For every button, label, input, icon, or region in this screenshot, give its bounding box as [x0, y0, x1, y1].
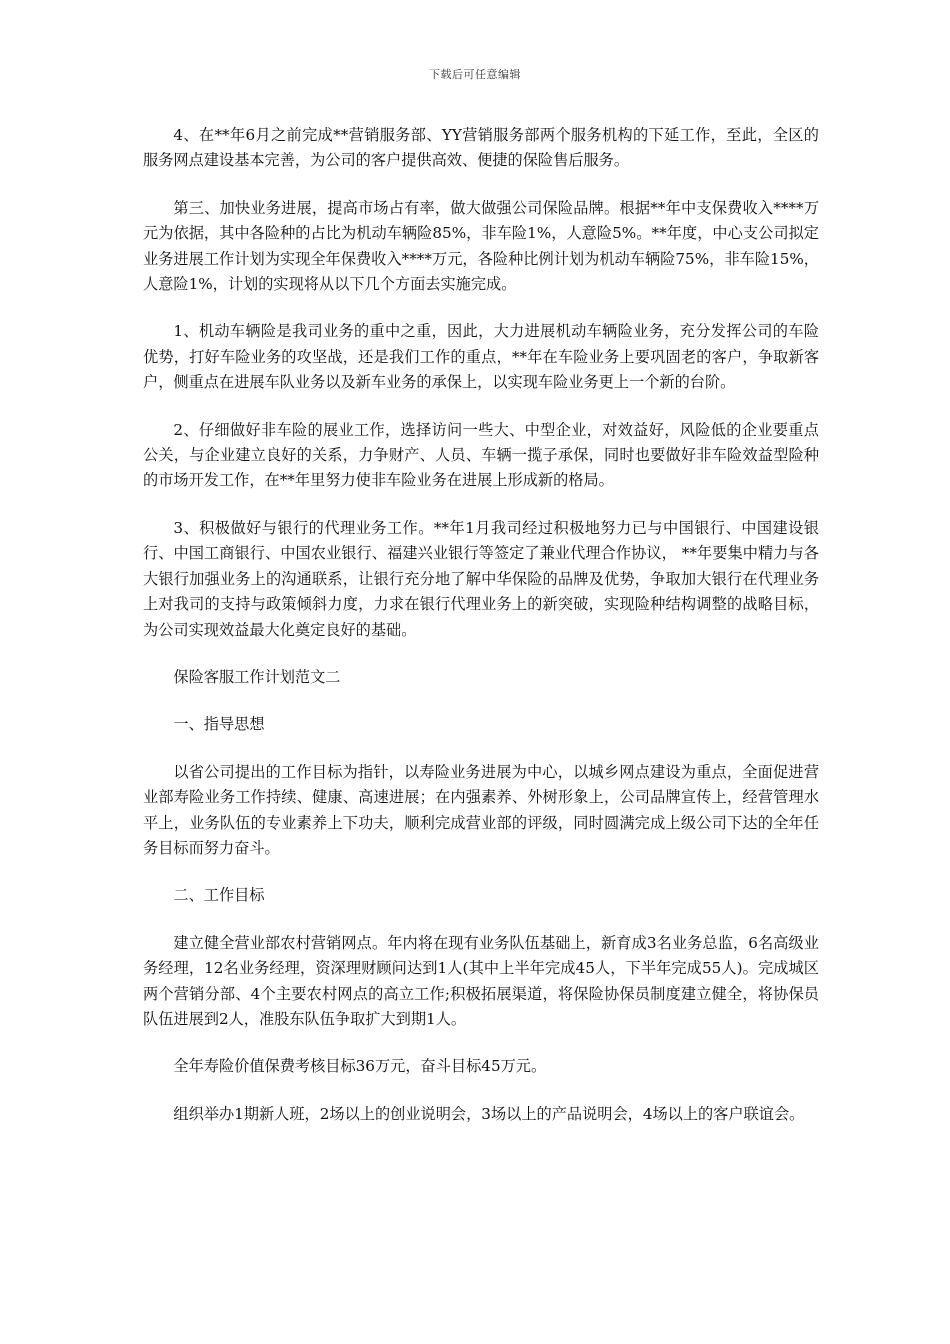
paragraph-item-4: 4、在**年6月之前完成**营销服务部、YY营销服务部两个服务机构的下延工作，至此，全区的服务网点建设基本完善，为公司的客户提供高效、便捷的保险售后服务。 — [143, 126, 819, 170]
heading-work-goals: 二、工作目标 — [173, 886, 265, 905]
paragraph-work-goals: 建立健全营业部农村营销网点。年内将在现有业务队伍基础上，新育成3名业务总监，6名高级业务经理，12名业务经理，资深理财顾问达到1人(其中上半年完成45人，下半年完成55人)。完成城区两个营销分部、4个主要农村网点的高立工作;积极拓展渠道，将保险协保员制度建立健全，将协保员队伍进展到2人，准股东队伍争取扩大到期1人。 — [143, 933, 819, 1028]
paragraph-item-3: 3、积极做好与银行的代理业务工作。**年1月我司经过积极地努力已与中国银行、中国建设银行、中国工商银行、中国农业银行、福建兴业银行等签定了兼业代理合作协议， **年要集中精力与各大银行加强业务上的沟通联系，让银行充分地了解中华保险的品牌及优势，争取加大银行在代理业务上对我司的支持与政策倾斜力度，力求在银行代理业务上的新突破，实现险种结构调整的战略目标，为公司实现效益最大化奠定良好的基础。 — [143, 518, 819, 639]
heading-guiding-thought: 一、指导思想 — [173, 715, 265, 734]
paragraph-training-events: 组织举办1期新人班，2场以上的创业说明会，3场以上的产品说明会，4场以上的客户联谊会。 — [173, 1104, 805, 1123]
page-header: 下载后可任意编辑 — [429, 68, 521, 81]
paragraph-item-2: 2、仔细做好非车险的展业工作，选择访问一些大、中型企业，对效益好，风险低的企业要重点公关，与企业建立良好的关系，力争财产、人员、车辆一揽子承保，同时也要做好非车险效益型险种的市场开发工作，在**年里努力使非车险业务在进展上形成新的格局。 — [143, 420, 819, 490]
paragraph-item-1: 1、机动车辆险是我司业务的重中之重，因此，大力进展机动车辆险业务，充分发挥公司的车险优势，打好车险业务的攻坚战，还是我们工作的重点，**年在车险业务上要巩固老的客户，争取新客户，侧重点在进展车队业务以及新车业务的承保上，以实现车险业务更上一个新的台阶。 — [143, 322, 819, 392]
sample-two-title: 保险客服工作计划范文二 — [173, 667, 341, 686]
paragraph-section-three: 第三、加快业务进展，提高市场占有率，做大做强公司保险品牌。根据**年中支保费收入****万元为依据，其中各险种的占比为机动车辆险85%，非车险1%，人意险5%。**年度，中心支公司拟定业务进展工作计划为实现全年保费收入****万元，各险种比例计划为机动车辆险75%，非车险15%，人意险1%，计划的实现将从以下几个方面去实施完成。 — [143, 198, 819, 294]
document-body — [143, 123, 819, 1149]
paragraph-premium-target: 全年寿险价值保费考核目标36万元，奋斗目标45万元。 — [173, 1057, 547, 1076]
paragraph-guiding-thought: 以省公司提出的工作目标为指针，以寿险业务进展为中心，以城乡网点建设为重点，全面促进营业部寿险业务工作持续、健康、高速进展；在内强素养、外树形象上，公司品牌宣传上，经营管理水平上，业务队伍的专业素养上下功夫，顺利完成营业部的评级，同时圆满完成上级公司下达的全年任务目标而努力奋斗。 — [143, 762, 819, 857]
